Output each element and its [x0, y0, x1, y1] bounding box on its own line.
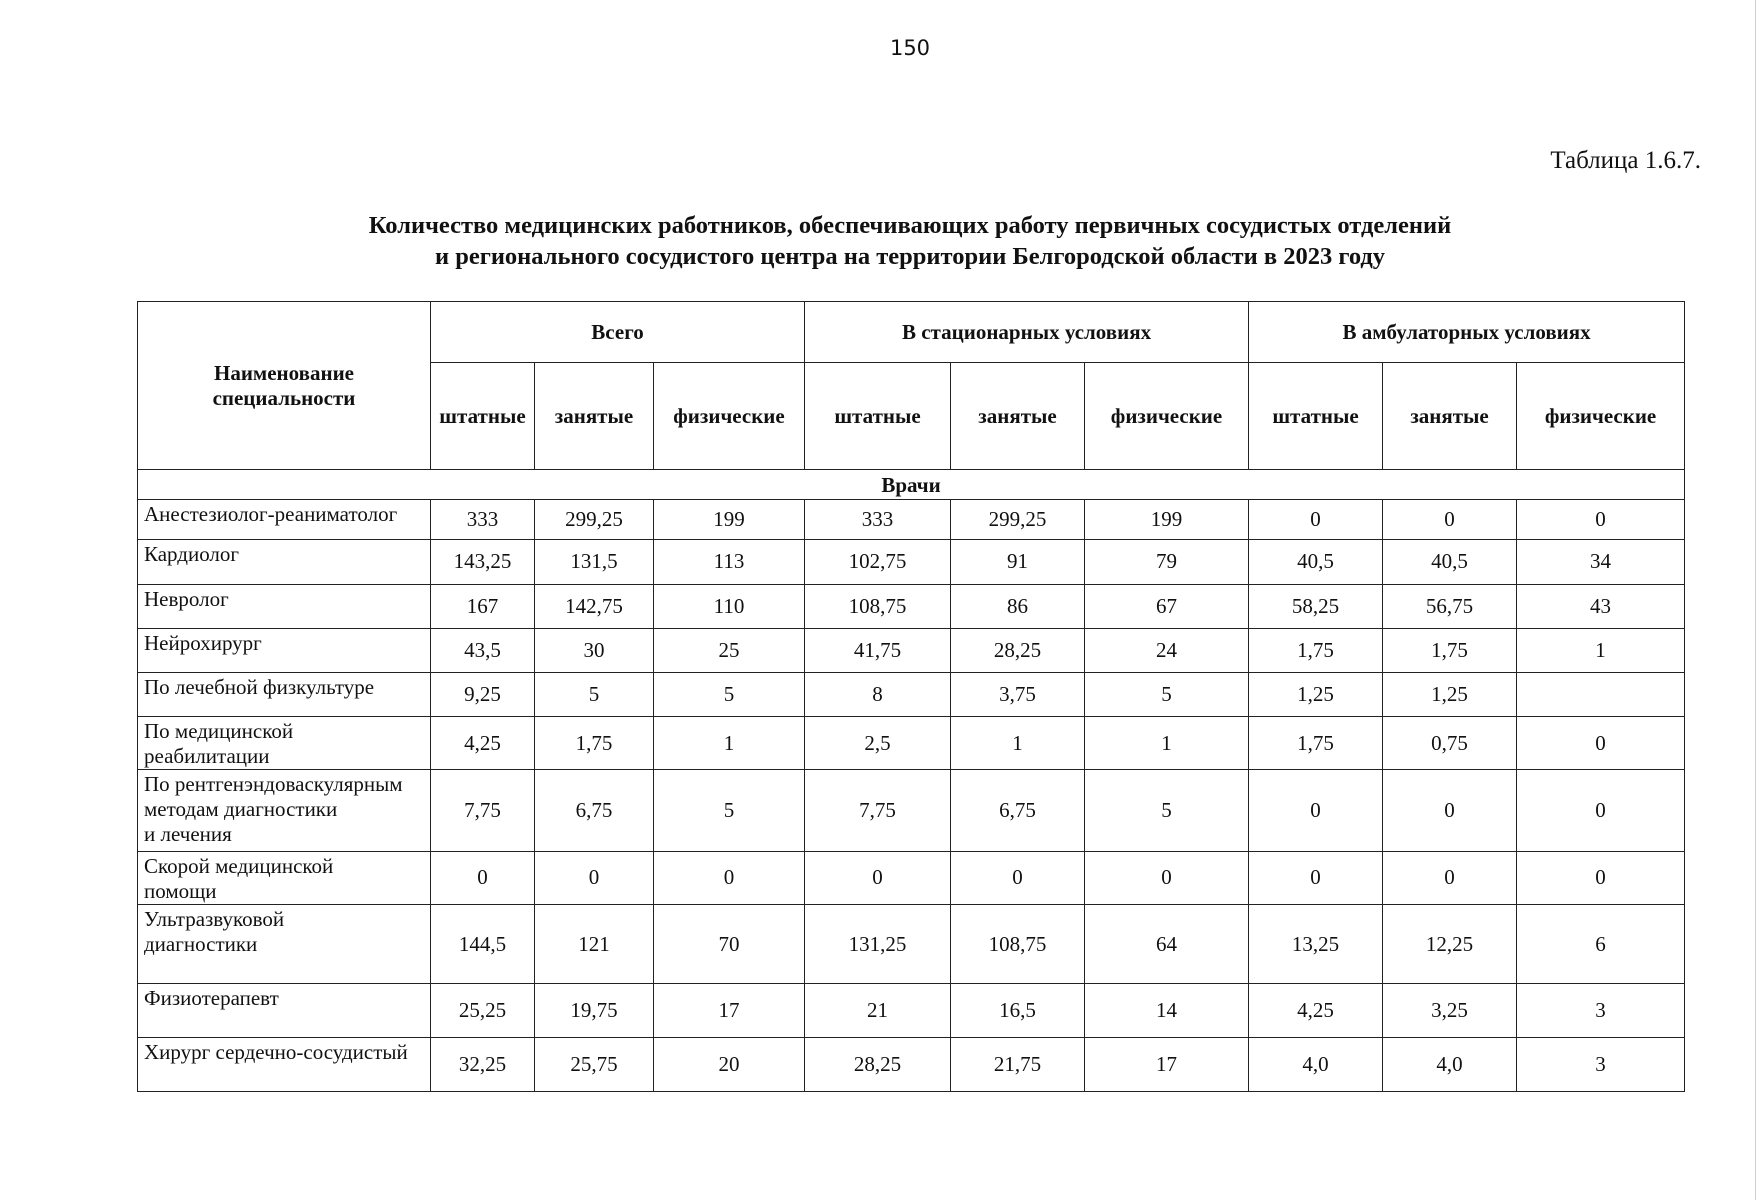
value-cell: 110: [654, 584, 805, 628]
header-row-groups: [138, 302, 1685, 363]
value-cell: 21: [805, 984, 951, 1037]
value-cell: 6,75: [951, 770, 1085, 851]
table-row: [138, 584, 1685, 628]
value-cell: 0: [1383, 500, 1517, 540]
value-cell: 0: [654, 851, 805, 904]
value-cell: 144,5: [431, 905, 535, 984]
specialty-name-line: Нейрохирург: [144, 630, 262, 655]
table-row: [138, 540, 1685, 584]
value-cell: 41,75: [805, 628, 951, 672]
value-cell: 79: [1085, 540, 1249, 584]
table-title: [0, 210, 1760, 272]
table-header: [138, 302, 1685, 470]
specialty-name: [138, 717, 431, 770]
value-cell: 0: [1383, 851, 1517, 904]
specialty-name-line: По лечебной физкультуре: [144, 674, 375, 699]
value-cell: 1,75: [1249, 628, 1383, 672]
value-cell: 4,25: [1249, 984, 1383, 1037]
specialty-name-line: Невролог: [144, 586, 229, 611]
header-sub: занятые: [1383, 363, 1517, 470]
value-cell: 0: [1249, 500, 1383, 540]
value-cell: 0: [1517, 500, 1685, 540]
table-row: [138, 717, 1685, 770]
value-cell: 0: [805, 851, 951, 904]
specialty-name: [138, 905, 431, 984]
table-body: [138, 470, 1685, 1092]
value-cell: 34: [1517, 540, 1685, 584]
value-cell: 86: [951, 584, 1085, 628]
table-row: [138, 851, 1685, 904]
title-line-1: Количество медицинских работников, обеспечивающих работу первичных сосудистых отделений: [368, 212, 1452, 239]
specialty-name-line: По медицинской: [144, 719, 294, 744]
value-cell: 5: [1085, 672, 1249, 716]
value-cell: 7,75: [805, 770, 951, 851]
value-cell: 199: [1085, 500, 1249, 540]
table-row: [138, 672, 1685, 716]
specialty-name-line: Анестезиолог-реаниматолог: [144, 502, 398, 527]
value-cell: 56,75: [1383, 584, 1517, 628]
value-cell: 6: [1517, 905, 1685, 984]
value-cell: 30: [535, 628, 654, 672]
value-cell: 4,25: [431, 717, 535, 770]
header-sub: занятые: [535, 363, 654, 470]
value-cell: 299,25: [535, 500, 654, 540]
specialty-name-line: Кардиолог: [144, 542, 240, 567]
header-sub: штатные: [431, 363, 535, 470]
value-cell: 5: [654, 770, 805, 851]
value-cell: 64: [1085, 905, 1249, 984]
header-group-outpatient: В амбулаторных условиях: [1249, 302, 1685, 363]
value-cell: 3: [1517, 984, 1685, 1037]
value-cell: 17: [1085, 1037, 1249, 1091]
value-cell: 0: [1249, 770, 1383, 851]
value-cell: 58,25: [1249, 584, 1383, 628]
value-cell: 21,75: [951, 1037, 1085, 1091]
value-cell: 333: [431, 500, 535, 540]
specialty-name-line: и лечения: [144, 822, 232, 847]
value-cell: 131,5: [535, 540, 654, 584]
specialty-name: [138, 540, 431, 584]
table-row: [138, 770, 1685, 851]
specialty-name: [138, 628, 431, 672]
specialty-name-line: реабилитации: [144, 744, 270, 769]
value-cell: 3: [1517, 1037, 1685, 1091]
value-cell: 9,25: [431, 672, 535, 716]
specialty-name-line: По рентгенэндоваскулярным: [144, 772, 403, 797]
table-label: Таблица 1.6.7.: [1550, 147, 1701, 174]
specialty-name: [138, 984, 431, 1037]
value-cell: 16,5: [951, 984, 1085, 1037]
value-cell: 14: [1085, 984, 1249, 1037]
value-cell: 121: [535, 905, 654, 984]
value-cell: 13,25: [1249, 905, 1383, 984]
value-cell: 2,5: [805, 717, 951, 770]
specialty-name: [138, 500, 431, 540]
header-group-total: Всего: [431, 302, 805, 363]
value-cell: 108,75: [951, 905, 1085, 984]
value-cell: 3,75: [951, 672, 1085, 716]
value-cell: 70: [654, 905, 805, 984]
value-cell: 1: [1517, 628, 1685, 672]
value-cell: 19,75: [535, 984, 654, 1037]
specialty-name: [138, 672, 431, 716]
value-cell: 91: [951, 540, 1085, 584]
specialty-name-line: Физиотерапевт: [144, 986, 279, 1011]
value-cell: 28,25: [951, 628, 1085, 672]
value-cell: 8: [805, 672, 951, 716]
value-cell: 1: [654, 717, 805, 770]
specialty-name: [138, 584, 431, 628]
value-cell: 1,25: [1383, 672, 1517, 716]
value-cell: 299,25: [951, 500, 1085, 540]
specialty-name-line: помощи: [144, 878, 217, 903]
table-row: [138, 628, 1685, 672]
specialty-name: [138, 770, 431, 851]
value-cell: 20: [654, 1037, 805, 1091]
header-sub: физические: [654, 363, 805, 470]
value-cell: 102,75: [805, 540, 951, 584]
section-row: [138, 470, 1685, 500]
value-cell: 7,75: [431, 770, 535, 851]
value-cell: 1,25: [1249, 672, 1383, 716]
value-cell: 0: [1517, 770, 1685, 851]
table-row: [138, 984, 1685, 1037]
value-cell: 5: [1085, 770, 1249, 851]
value-cell: 0: [431, 851, 535, 904]
value-cell: 5: [654, 672, 805, 716]
value-cell: 17: [654, 984, 805, 1037]
value-cell: 25,75: [535, 1037, 654, 1091]
value-cell: 4,0: [1383, 1037, 1517, 1091]
specialty-name-line: Скорой медицинской: [144, 853, 334, 878]
value-cell: 333: [805, 500, 951, 540]
value-cell: 4,0: [1249, 1037, 1383, 1091]
title-line-2: и регионального сосудистого центра на территории Белгородской области в 2023 году: [434, 243, 1386, 270]
header-group-inpatient: В стационарных условиях: [805, 302, 1249, 363]
specialty-name-line: диагностики: [144, 932, 258, 957]
value-cell: 0: [1383, 770, 1517, 851]
specialty-name-line: Хирург сердечно-сосудистый: [144, 1039, 408, 1064]
header-sub: штатные: [805, 363, 951, 470]
header-sub: физические: [1085, 363, 1249, 470]
value-cell: 142,75: [535, 584, 654, 628]
value-cell: 25,25: [431, 984, 535, 1037]
value-cell: 0: [1249, 851, 1383, 904]
value-cell: 43: [1517, 584, 1685, 628]
value-cell: 1,75: [1249, 717, 1383, 770]
section-label: Врачи: [138, 470, 1685, 500]
value-cell: 3,25: [1383, 984, 1517, 1037]
value-cell: 0: [1517, 717, 1685, 770]
value-cell: 1,75: [535, 717, 654, 770]
value-cell: 1: [951, 717, 1085, 770]
value-cell: 131,25: [805, 905, 951, 984]
value-cell: 1,75: [1383, 628, 1517, 672]
value-cell: 199: [654, 500, 805, 540]
value-cell: 0,75: [1383, 717, 1517, 770]
value-cell: 24: [1085, 628, 1249, 672]
specialty-name: [138, 1037, 431, 1091]
specialty-name-line: Ультразвуковой: [144, 907, 285, 932]
value-cell: 108,75: [805, 584, 951, 628]
scan-edge: [1755, 0, 1760, 1200]
value-cell: 25: [654, 628, 805, 672]
specialty-name: [138, 851, 431, 904]
value-cell: 0: [951, 851, 1085, 904]
value-cell: 5: [535, 672, 654, 716]
value-cell: 0: [1517, 851, 1685, 904]
header-sub: штатные: [1249, 363, 1383, 470]
value-cell: 143,25: [431, 540, 535, 584]
value-cell: 32,25: [431, 1037, 535, 1091]
header-specialty: [138, 302, 431, 470]
header-specialty-line-2: специальности: [212, 385, 356, 410]
value-cell: 113: [654, 540, 805, 584]
header-specialty-line-1: Наименование: [214, 360, 354, 385]
value-cell: 40,5: [1249, 540, 1383, 584]
value-cell: 12,25: [1383, 905, 1517, 984]
value-cell: 40,5: [1383, 540, 1517, 584]
header-sub: занятые: [951, 363, 1085, 470]
value-cell: 167: [431, 584, 535, 628]
value-cell: 1: [1085, 717, 1249, 770]
value-cell: 0: [1085, 851, 1249, 904]
value-cell: 43,5: [431, 628, 535, 672]
table-row: [138, 500, 1685, 540]
value-cell: 0: [535, 851, 654, 904]
staff-table: [137, 301, 1685, 1092]
value-cell: [1517, 672, 1685, 716]
table-row: [138, 1037, 1685, 1091]
value-cell: 6,75: [535, 770, 654, 851]
value-cell: 67: [1085, 584, 1249, 628]
page-number: 150: [889, 36, 931, 60]
table-row: [138, 905, 1685, 984]
header-sub: физические: [1517, 363, 1685, 470]
specialty-name-line: методам диагностики: [144, 797, 338, 822]
value-cell: 28,25: [805, 1037, 951, 1091]
